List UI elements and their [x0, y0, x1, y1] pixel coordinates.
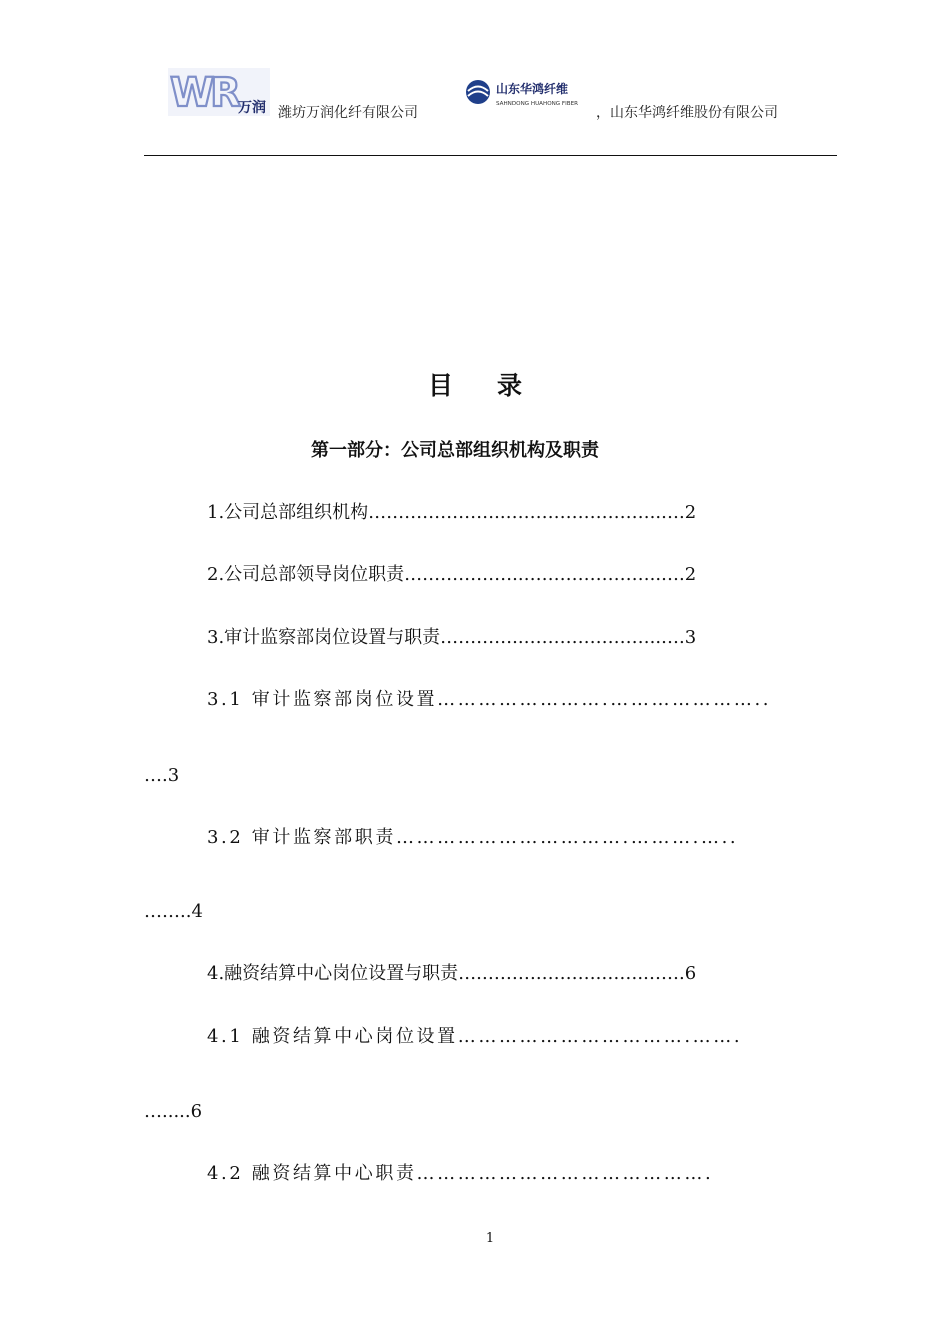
toc-entry[interactable]: 1.公司总部组织机构…………………..……………………..….2 — [207, 502, 697, 523]
page-number: 1 — [485, 1231, 495, 1246]
toc-title: 目录 — [427, 371, 566, 400]
company-name-left: 潍坊万润化纤有限公司 — [278, 105, 418, 121]
huahong-logo-en: SAHNDONG HUAHONG FIBER — [496, 101, 579, 107]
header-divider — [144, 155, 837, 156]
company-name-right: ，山东华鸿纤维股份有限公司 — [596, 105, 778, 121]
toc-entry-continuation[interactable]: ….3 — [144, 765, 180, 786]
huahong-logo-cn: 山东华鸿纤维 — [496, 82, 569, 96]
wanrun-logo — [168, 68, 270, 116]
huahong-logo — [464, 78, 594, 110]
toc-entry[interactable]: 2.公司总部领导岗位职责………………..…………………..….2 — [207, 564, 697, 585]
section-heading: 第一部分：公司总部组织机构及职责 — [311, 440, 599, 461]
toc-entry[interactable]: 4.1 融资结算中心岗位设置…………………………….……. — [207, 1026, 743, 1047]
toc-entry[interactable]: 4.融资结算中心岗位设置与职责….……….……….…….…….6 — [207, 963, 697, 984]
page-header — [0, 0, 950, 160]
toc-entry-continuation[interactable]: ……..4 — [144, 901, 203, 922]
wanrun-logo-letters: WR — [170, 70, 237, 116]
toc-entry[interactable]: 3.2 审计监察部职责…………………………….……….….. — [207, 827, 739, 848]
toc-entry[interactable]: 4.2 融资结算中心职责……………………………………. — [207, 1163, 714, 1184]
toc-entry[interactable]: 3.1 审计监察部岗位设置…………………….………………….. — [207, 689, 772, 710]
toc-entry-continuation[interactable]: ….....6 — [144, 1101, 203, 1122]
wanrun-logo-text: 万润 — [238, 100, 266, 116]
toc-entry[interactable]: 3.审计监察部岗位设置与职责…………..…………………..….3 — [207, 627, 697, 648]
